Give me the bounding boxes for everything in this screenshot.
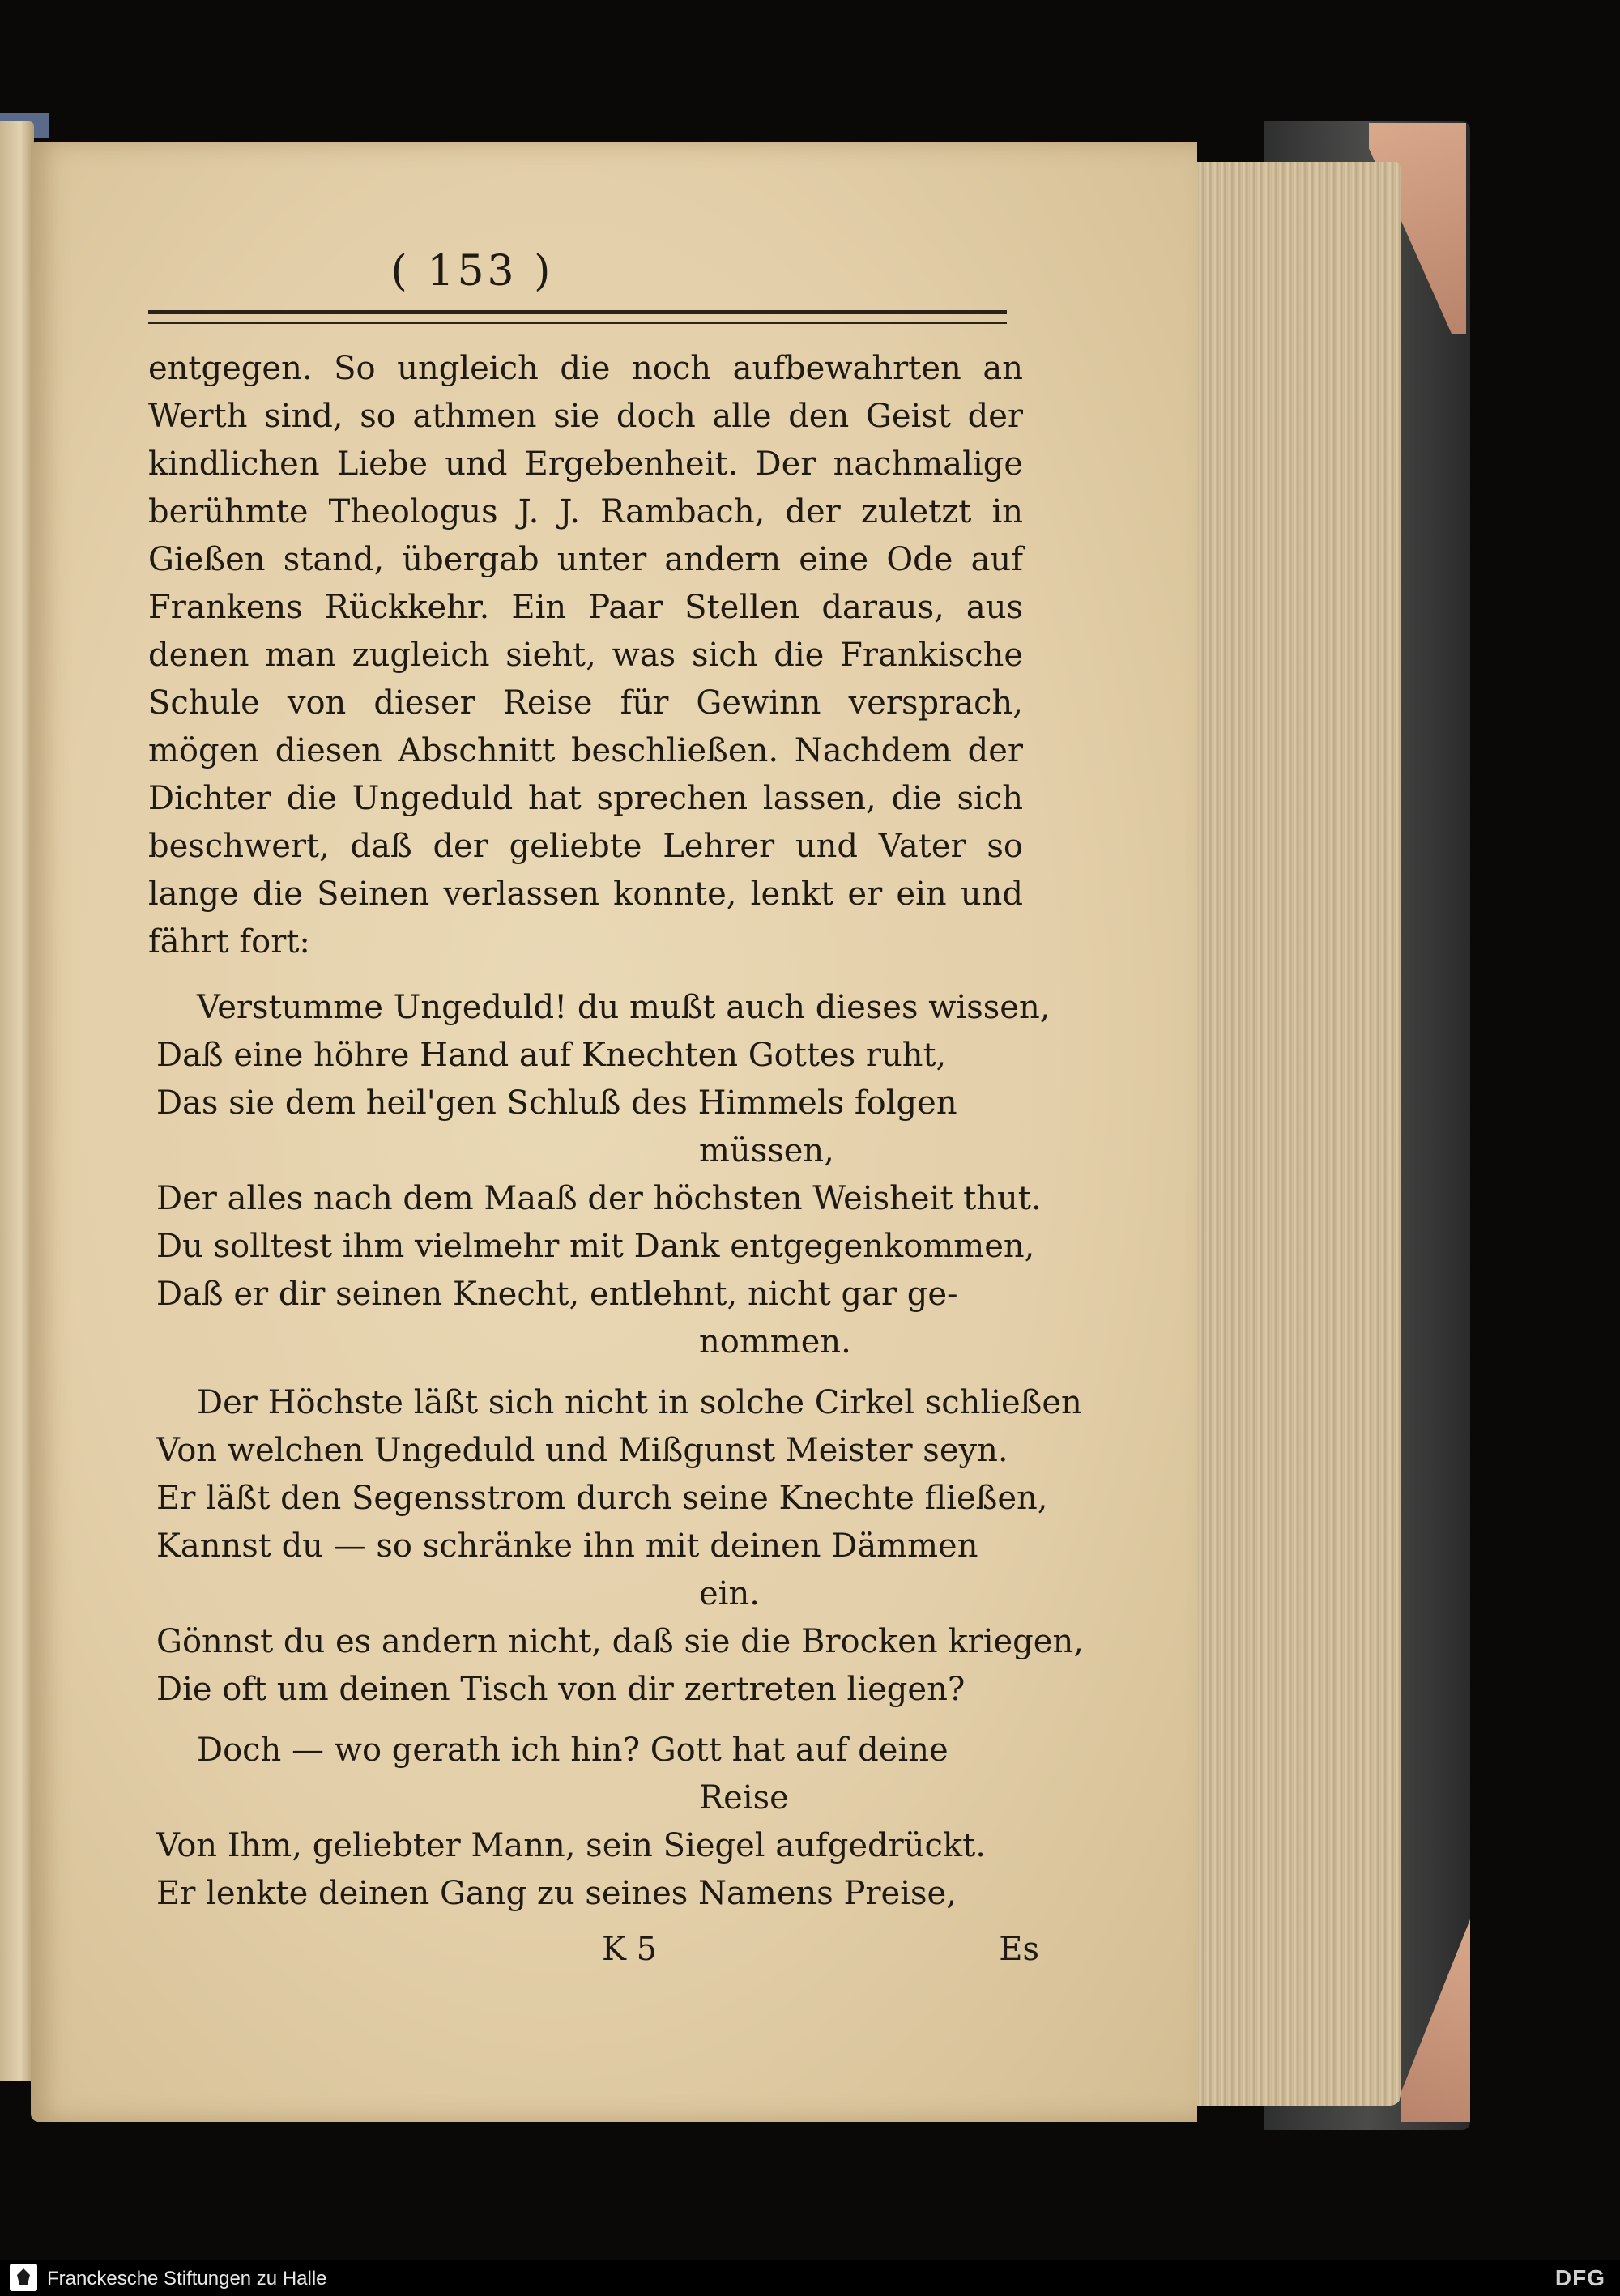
text-block — [148, 247, 1084, 1979]
catchword: Es — [999, 1931, 1039, 1968]
poem-line: Von welchen Ungeduld und Mißgunst Meister seyn. — [156, 1432, 1008, 1469]
poem-stanza-1 — [148, 984, 1051, 1366]
poem-line: Reise — [699, 1779, 789, 1817]
left-page-edge — [0, 121, 34, 2081]
book-page — [31, 142, 1197, 2122]
header-rule — [148, 310, 1007, 324]
institution-logo-icon — [10, 2264, 37, 2291]
page-number: ( 153 ) — [390, 247, 554, 296]
poem-stanza-3 — [148, 1727, 1023, 1918]
poem-line: Daß er dir seinen Knecht, entlehnt, nicht gar ge- — [156, 1276, 958, 1313]
page-fore-edge — [1191, 162, 1401, 2106]
poem-line: Er läßt den Segensstrom durch seine Knechte fließen, — [156, 1480, 1048, 1517]
poem-line: Doch — wo gerath ich hin? Gott hat auf deine — [197, 1732, 949, 1769]
prose-paragraph: entgegen. So ungleich die noch aufbewahrten an Werth sind, so athmen sie doch alle den Geist der kindlichen Liebe und Ergebenheit. Der nachmalige berühmte Theologus J. J. Rambach, der zuletzt in Gießen stand, übergab unter andern eine Ode auf Frankens Rückkehr. Ein Paar Stellen daraus, aus denen man zugleich sieht, was sich die Frankische Schule von dieser Reise für Gewinn versprach, mögen diesen Abschnitt beschließen. Nachdem der Dichter die Ungeduld hat sprechen lassen, die sich beschwert, daß der geliebte Lehrer und Vater so lange die Seinen verlassen konnte, lenkt er ein und fährt fort: — [148, 350, 1023, 961]
dfg-logo: DFG — [1554, 2265, 1605, 2290]
poem-line: Kannst du — so schränke ihn mit deinen Dämmen — [156, 1527, 978, 1565]
institution-name: Franckesche Stiftungen zu Halle — [47, 2268, 327, 2290]
page-footer — [148, 1931, 1039, 1979]
institution-logo-shape — [17, 2268, 30, 2285]
poem-line: Er lenkte deinen Gang zu seines Namens Preise, — [156, 1875, 957, 1912]
poem-line: Du solltest ihm vielmehr mit Dank entgegenkommen, — [156, 1228, 1035, 1265]
prose-section — [148, 345, 1023, 966]
poem-line: Der alles nach dem Maaß der höchsten Weisheit thut. — [156, 1180, 1042, 1217]
poem-line: Von Ihm, geliebter Mann, sein Siegel aufgedrückt. — [156, 1827, 986, 1864]
poem-line: Gönnst du es andern nicht, daß sie die Brocken kriegen, — [156, 1623, 1084, 1660]
poem-line: Daß eine höhre Hand auf Knechten Gottes ruht, — [156, 1037, 947, 1074]
poem-line: ein. — [699, 1575, 760, 1612]
poem-stanza-2 — [148, 1379, 1084, 1714]
poem-line: Das sie dem heil'gen Schluß des Himmels folgen — [156, 1084, 957, 1122]
poem-line: nommen. — [699, 1323, 851, 1361]
poem-line: müssen, — [699, 1132, 834, 1169]
poem — [148, 984, 1084, 1918]
poem-line: Der Höchste läßt sich nicht in solche Cirkel schließen — [197, 1384, 1082, 1421]
poem-line: Die oft um deinen Tisch von dir zertreten liegen? — [156, 1671, 966, 1708]
poem-line: Verstumme Ungeduld! du mußt auch dieses wissen, — [197, 989, 1051, 1026]
signature-mark: K 5 — [602, 1931, 658, 1968]
